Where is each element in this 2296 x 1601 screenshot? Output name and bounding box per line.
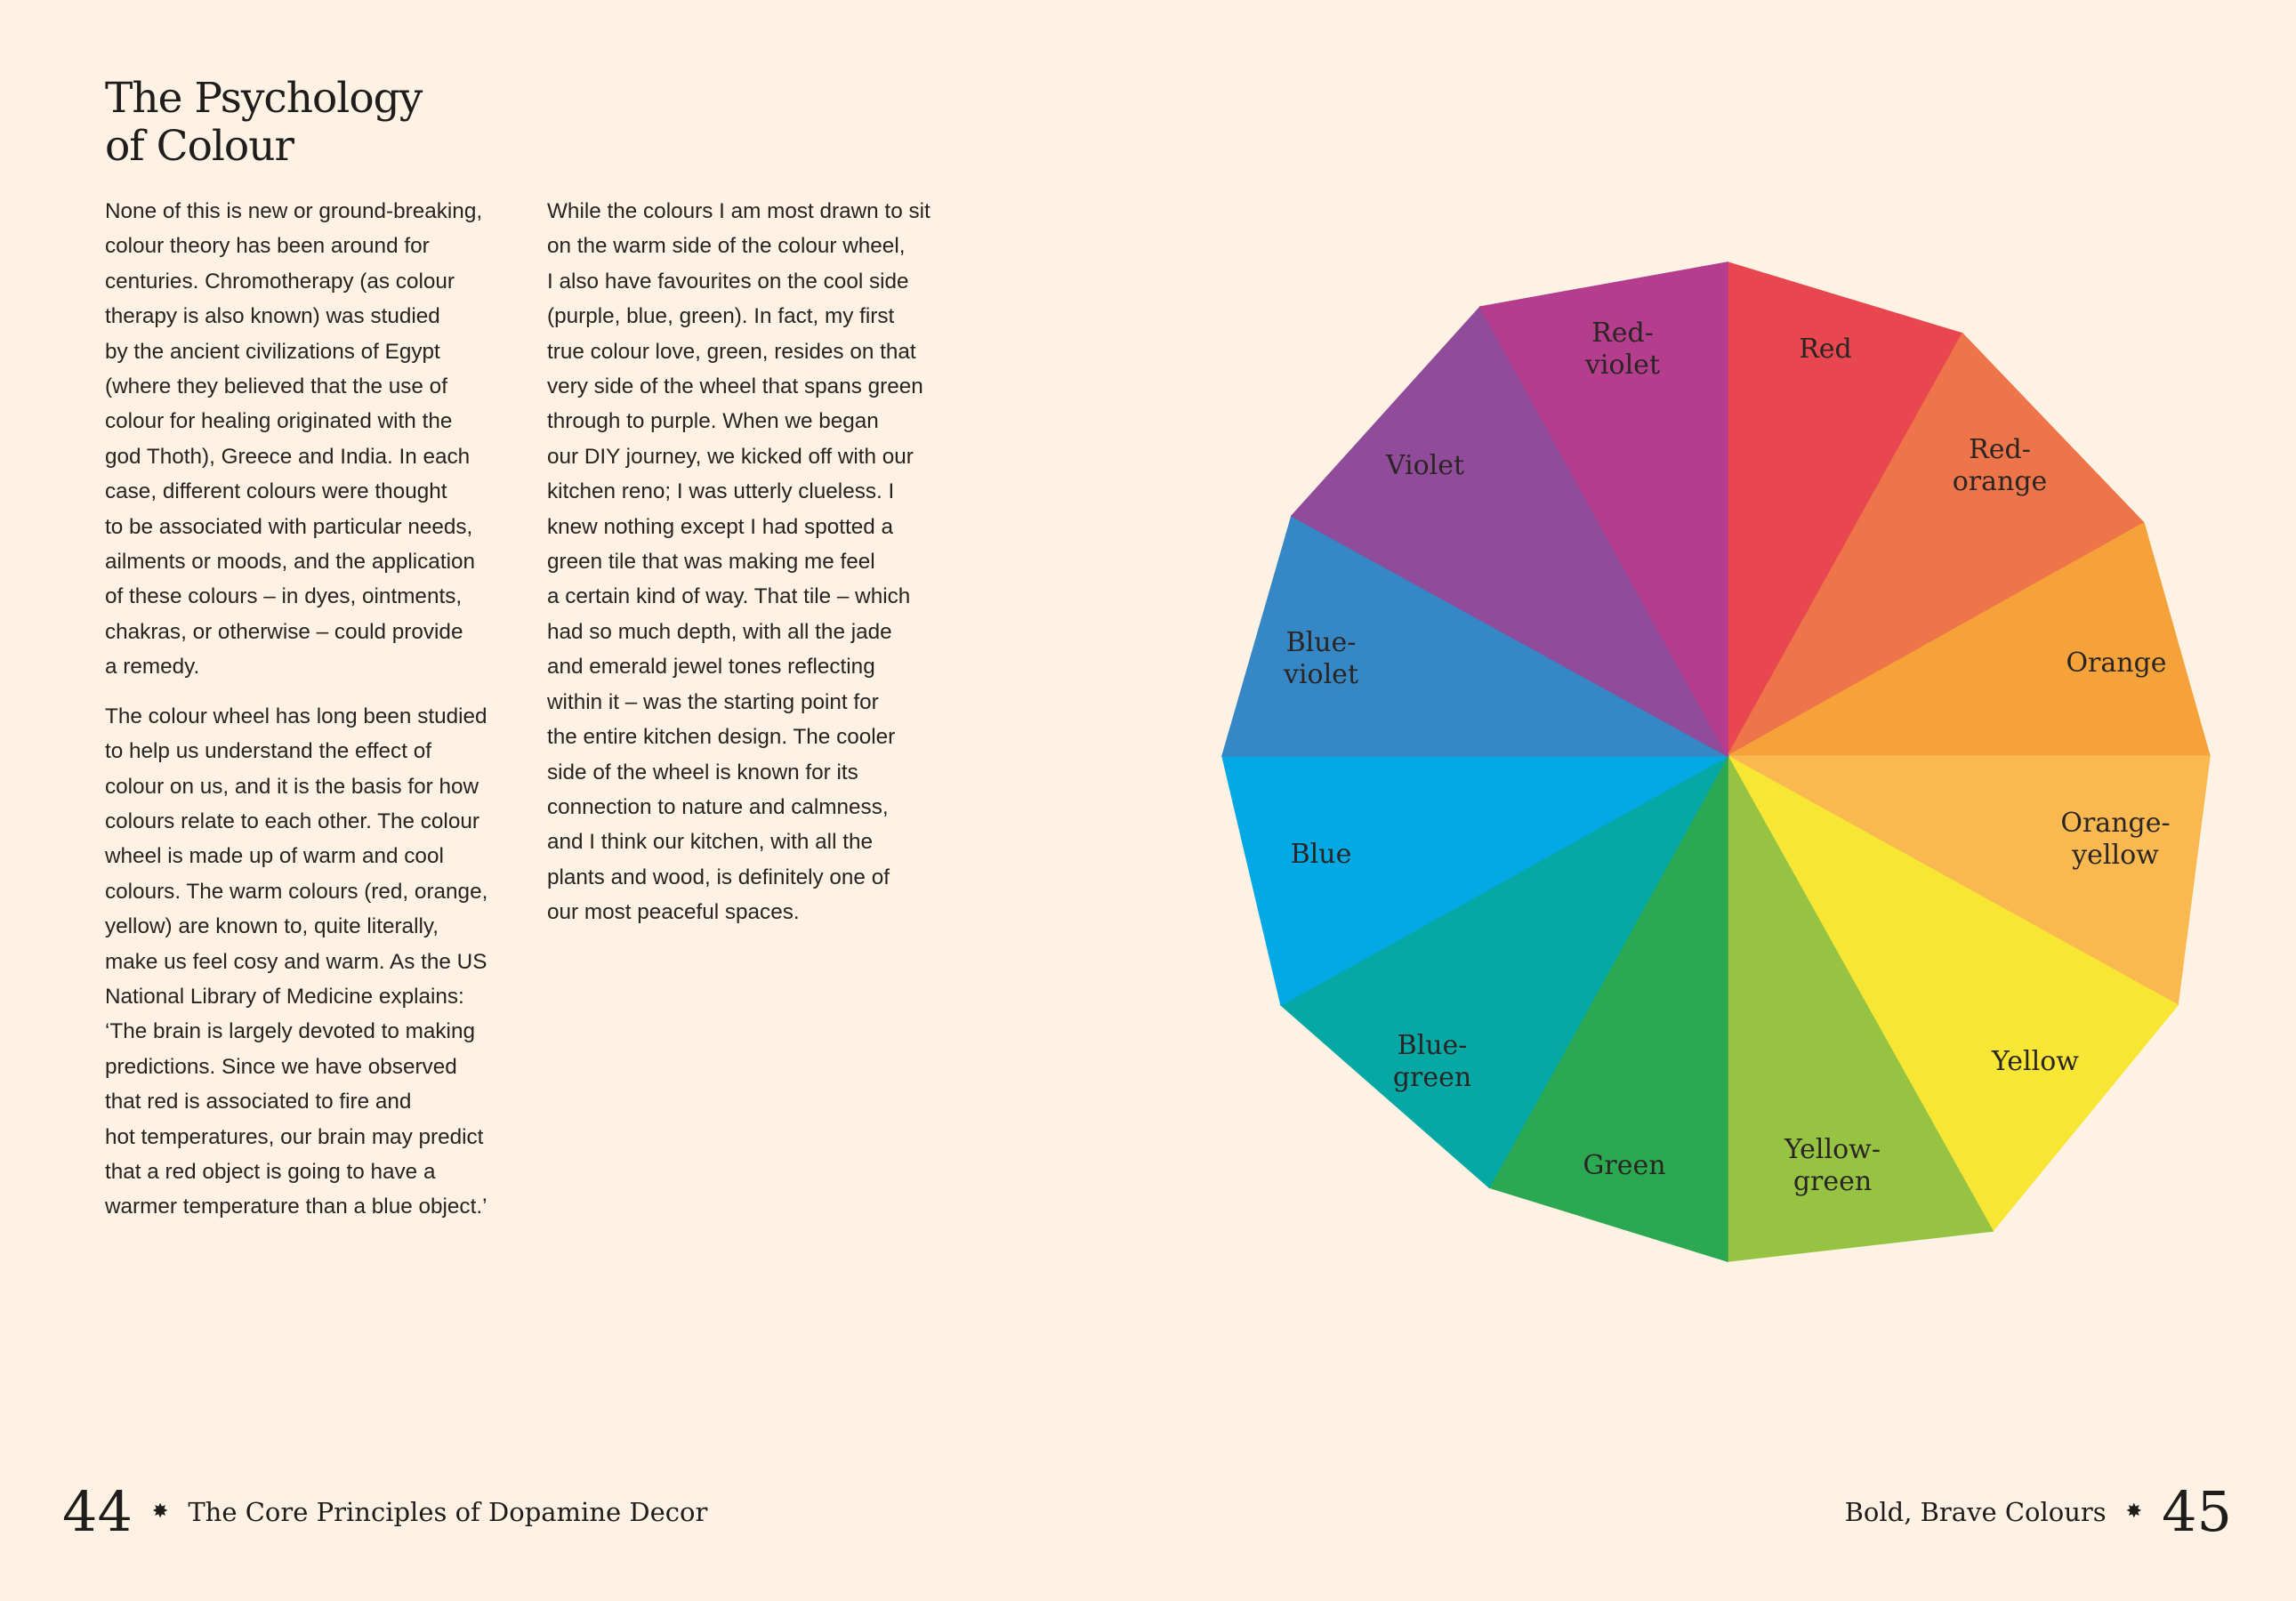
title-line-1: The Psychology xyxy=(105,74,423,123)
star-icon: ✸ xyxy=(2125,1500,2143,1523)
wheel-label: Yellow xyxy=(1992,1046,2079,1077)
wheel-label: Orange xyxy=(2066,648,2167,679)
wheel-label: Yellow-green xyxy=(1784,1134,1881,1197)
wheel-label: Blue-violet xyxy=(1283,627,1359,690)
paragraph: None of this is new or ground-breaking, colour theory has been around for centuries. Chromotherapy (as colour therapy is also known) was studied by the ancient civilizations of Egypt (where they believed that the use of colour for healing originated with the god Thoth), Greece and India. In each case, different colours were thought to be associated with particular needs, ailments or moods, and the application of these colours – in dyes, ointments, chakras, or otherwise – could provide a remedy. xyxy=(105,199,483,680)
right-text-column xyxy=(547,194,974,945)
wheel-label: Violet xyxy=(1385,450,1465,481)
page-number-right: 45 xyxy=(2162,1479,2232,1544)
left-text-column xyxy=(105,194,532,1239)
star-icon: ✸ xyxy=(151,1500,169,1523)
page-number-left: 44 xyxy=(62,1479,133,1544)
wheel-label: Red-orange xyxy=(1952,434,2048,497)
wheel-label: Red xyxy=(1799,334,1852,365)
wheel-label: Red-violet xyxy=(1584,318,1661,381)
wheel-label: Orange-yellow xyxy=(2060,808,2171,871)
title-line-2: of Colour xyxy=(105,122,294,171)
paragraph: The colour wheel has long been studied to help us understand the effect of colour on us, and it is the basis for how colours relate to each other. The colour wheel is made up of warm and cool colours. The warm colours (red, orange, yellow) are known to, quite literally, make us feel cosy and warm. As the US National Library of Medicine explains: ‘The brain is largely devoted to making predictions. Since we have observed that red is associated to fire and hot temperatures, our brain may predict that a red object is going to have a warmer temperature than a blue object.’ xyxy=(105,704,488,1219)
footer-right xyxy=(1845,1481,2232,1543)
wheel-segments xyxy=(1222,262,2210,1261)
page-title xyxy=(105,75,550,171)
paragraph: While the colours I am most drawn to sit on the warm side of the colour wheel, I also have favourites on the cool side (purple, blue, green). In fact, my first true colour love, green, resides on that very side of the wheel that spans green through to purple. When we began our DIY journey, we kicked off with our kitchen reno; I was utterly clueless. I knew nothing except I had spotted a green tile that was making me feel a certain kind of way. That tile – which had so much depth, with all the jade and emerald jewel tones reflecting within it – was the starting point for the entire kitchen design. The cooler side of the wheel is known for its connection to nature and calmness, and I think our kitchen, with all the plants and wood, is definitely one of our most peaceful spaces. xyxy=(547,199,930,925)
wheel-label: Blue xyxy=(1290,839,1352,870)
running-header-right: Bold, Brave Colours xyxy=(1844,1497,2107,1527)
wheel-label: Blue-green xyxy=(1392,1030,1472,1093)
running-header-left: The Core Principles of Dopamine Decor xyxy=(188,1497,708,1527)
wheel-label: Green xyxy=(1583,1150,1666,1181)
footer-left xyxy=(62,1481,707,1543)
colour-wheel xyxy=(1219,258,2215,1281)
